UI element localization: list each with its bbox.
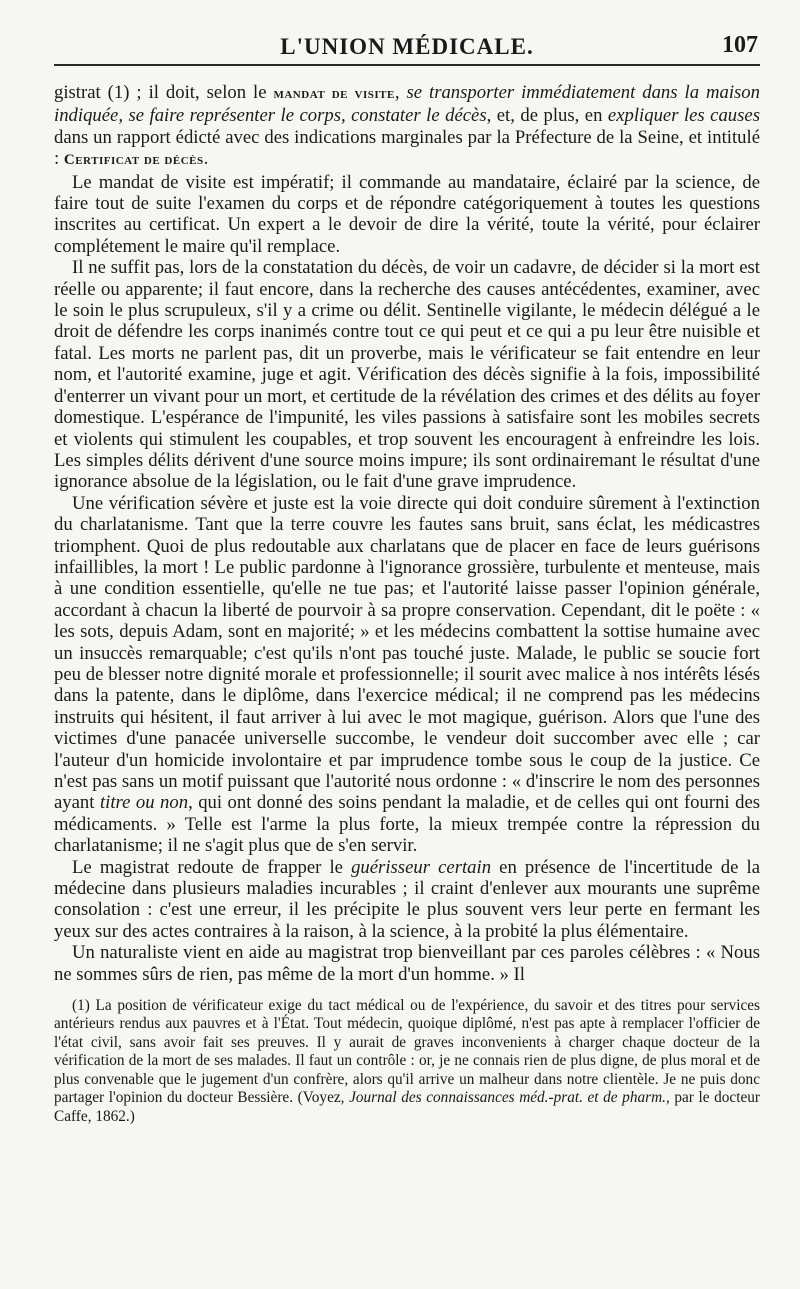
paragraph bbox=[54, 257, 760, 492]
running-header bbox=[54, 28, 760, 66]
small-caps-text: Certificat de décès bbox=[63, 152, 204, 169]
paragraph bbox=[54, 942, 760, 985]
small-caps-text: mandat de visite bbox=[273, 86, 395, 102]
text-run: gistrat (1) ; il doit, selon le bbox=[54, 82, 274, 103]
text-run: Une vérification sévère et juste est la voie directe qui doit conduire sûrement à l'extinction du charlatanisme. Tant que la terre couvre les fautes sans bruit, sans éclat, les médicastres triomphent. Quoi de plus redoutable aux charlatans que de placer en face de leurs guérisons infaillibles, la mort ! Le public pardonne à l'ignorance grossière, turbulente et menteuse, mais à une condition essentielle, qu'elle ne tue pas; et l'autorité laisse passer l'opinion générale, accordant à chacun la liberté de pourvoir à sa propre conservation. Cependant, dit le poëte : « les sots, depuis Adam, sont en majorité; » et les médecins combattent la sottise humaine avec un insuccès remarquable; c'est qu'ils n'ont pas touché juste. Malade, le public se soucie fort peu de blesser notre dignité morale et professionnelle; il sourit avec malice à nos intérêts lésés dans la patente, dans le diplôme, dans l'exercice médical; il ne comprend pas les médecins instruits qui hésitent, il faut arriver à lui avec le mot magique, guérison. Alors que l'une des victimes d'une panacée universelle succombe, le vendeur doit succomber avec elle ; car l'auteur d'un homicide involontaire et par imprudence tombe sous le coup de la justice. Ce n'est pas sans un motif puissant que l'autorité nous ordonne : « d'inscrire le nom des personnes ayant bbox=[54, 492, 760, 814]
text-run: . bbox=[203, 148, 209, 170]
text-run: , qui ont donné des soins pendant la maladie, et de celles qui ont fourni des médicaments. » Telle est l'arme la plus forte, la mieux trempée contre la répression du charlatanisme; il ne s'agit plus que de s'en servir. bbox=[54, 792, 761, 857]
paragraph bbox=[54, 82, 760, 172]
italic-text: se transporter immédiatement dans la maison indiquée, se faire représenter le corps, constater le décès bbox=[54, 82, 760, 127]
italic-text: expliquer les causes bbox=[607, 105, 760, 127]
paragraph bbox=[54, 857, 760, 943]
text-run: , par le docteur Caffe, 1862.) bbox=[54, 1089, 760, 1125]
paragraph bbox=[54, 493, 760, 857]
page-number: 107 bbox=[722, 32, 758, 58]
text-run: (1) La position de vérificateur exige du tact médical ou de l'expérience, du savoir et des titres pour services antérieurs rendus aux pauvres et à l'État. Tout médecin, quoique diplômé, n'est pas apte à remplacer l'officier de l'état civil, sans avoir fait ses preuves. Il y aurait de graves inconvenients à charger chaque docteur de la vérification de la mort de ses malades. Il faut un contrôle : or, je ne connais rien de plus digne, de plus moral et de plus convenable que le jugement d'un confrère, alors qu'il arrive un malheur dans notre clientèle. Je ne puis donc partager l'opinion du docteur Bessière. (Voyez, bbox=[54, 997, 760, 1107]
text-run: dans un rapport édicté avec des indications marginales par la Préfecture de la Seine, et intitulé : bbox=[54, 126, 760, 170]
text-run: en présence de l'incertitude de la médecine dans plusieurs maladies incurables ; il craint d'enlever aux mourants une suprême consolation : c'est une erreur, il les précipite le plus souvent vers leur perte en fermant les yeux sur des actes contraires à la raison, à la science, à la probité la plus élémentaire. bbox=[54, 856, 760, 942]
text-run: Le magistrat redoute de frapper le bbox=[72, 856, 352, 878]
paragraph bbox=[54, 172, 760, 258]
main-text bbox=[54, 82, 760, 985]
italic-text: guérisseur certain bbox=[351, 856, 492, 878]
italic-text: Journal des connaissances méd.-prat. et de pharm. bbox=[349, 1089, 666, 1107]
footnote bbox=[54, 997, 760, 1126]
text-run: Il ne suffit pas, lors de la constatation du décès, de voir un cadavre, de décider si la mort est réelle ou apparente; il faut encore, dans la recherche des causes antécédentes, examiner, avec le soin le plus scrupuleux, s'il y a crime ou délit. Sentinelle vigilante, le médecin délégué a le droit de défendre les corps inanimés contre tout ce qui peut et ce qui a pu leur être nuisible et fatal. Les morts ne parlent pas, dit un proverbe, mais le vérificateur se fait entendre en leur nom, et l'autorité examine, juge et agit. Vérification des décès signifie à la fois, impossibilité d'enterrer un vivant pour un mort, et certitude de la révélation des crimes et des délits au foyer domestique. L'espérance de l'impunité, les viles passions à satisfaire sont les mobiles secrets et violents qui stimulent les coupables, et trop souvent les encouragent à enfreindre les lois. Les simples délits dérivent d'une source moins impure; ils sont ordinairemant le résultat d'une ignorance absolue de la législation, ou le fait d'une grave imprudence. bbox=[54, 257, 760, 493]
text-run: Un naturaliste vient en aide au magistrat trop bienveillant par ces paroles célèbres : « Nous ne sommes sûrs de rien, pas même de la mort d'un homme. » Il bbox=[54, 942, 760, 985]
italic-text: titre ou non bbox=[99, 792, 189, 814]
text-run: , et, de plus, en bbox=[486, 105, 608, 127]
text-run: , bbox=[394, 82, 407, 103]
text-run: Le mandat de visite est impératif; il commande au mandataire, éclairé par la science, de faire tout de suite l'examen du corps et de répondre catégoriquement à toutes les questions inscrites au certificat. Un expert a le devoir de dire la vérité, toute la vérité, pour éclairer complétement le maire qu'il remplace. bbox=[54, 171, 760, 257]
journal-title: L'UNION MÉDICALE. bbox=[280, 34, 534, 59]
footnote-text bbox=[54, 997, 760, 1126]
